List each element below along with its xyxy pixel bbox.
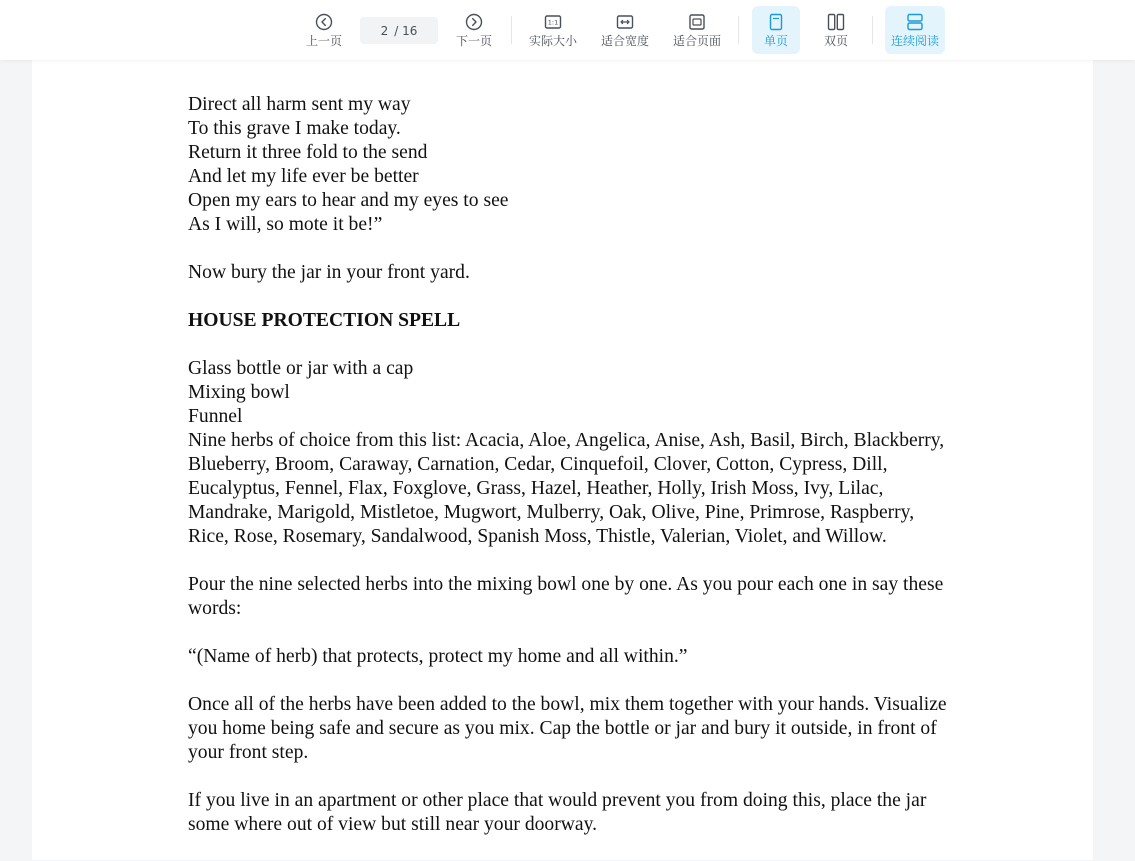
material-item: Funnel	[188, 406, 243, 427]
section-heading: HOUSE PROTECTION SPELL	[188, 310, 461, 331]
fit-page-label: 适合页面	[672, 33, 721, 48]
verse-line: As I will, so mote it be!”	[188, 214, 383, 235]
single-page-icon	[767, 13, 785, 31]
herbs-list: Nine herbs of choice from this list: Acacia, Aloe, Angelica, Anise, Ash, Basil, Birch, Blackberry, Blueberry, Broom, Caraway, Carnation, Cedar, Cinquefoil, Clover, Cotton, Cypress, Dill, Eucalyptus, Fennel, Flax, Foxglove, Grass, Hazel, Heather, Holly, Irish Moss, Ivy, Lilac, Mandrake, Marigold, Mistletoe, Mugwort, Mulberry, Oak, Olive, Pine, Primrose, Raspberry, Rice, Rose, Rosemary, Sandalwood, Spanish Moss, Thistle, Valerian, Violet, and Willow.	[188, 430, 945, 547]
apartment-note: If you live in an apartment or other place that would prevent you from doing this, place the jar some where out of view but still near your doorway.	[188, 790, 927, 835]
toolbar-divider	[872, 16, 873, 44]
actual-size-button[interactable]	[525, 6, 581, 54]
toolbar-divider	[738, 16, 739, 44]
chevron-right-circle-icon	[465, 13, 483, 31]
reader-toolbar	[0, 0, 1135, 60]
chevron-left-circle-icon	[315, 13, 333, 31]
verse-line: Direct all harm sent my way	[188, 94, 411, 115]
verse-line: Open my ears to hear and my eyes to see	[188, 190, 509, 211]
fit-width-button[interactable]	[597, 6, 653, 54]
material-item: Glass bottle or jar with a cap	[188, 358, 414, 379]
verse-block	[188, 93, 948, 237]
actual-size-icon	[544, 13, 562, 31]
single-page-label: 单页	[763, 33, 788, 48]
pour-instruction: Pour the nine selected herbs into the mixing bowl one by one. As you pour each one in say these words:	[188, 574, 944, 619]
single-page-button[interactable]	[752, 6, 800, 54]
mix-instruction: Once all of the herbs have been added to the bowl, mix them together with your hands. Visualize you home being safe and secure as you mix. Cap the bottle or jar and bury it outside, in front of your front step.	[188, 694, 947, 763]
svg-text:1:1: 1:1	[547, 18, 559, 27]
prev-page-button[interactable]	[300, 6, 348, 54]
double-page-button[interactable]	[812, 6, 860, 54]
continuous-reading-icon	[906, 13, 924, 31]
fit-width-icon	[616, 13, 634, 31]
fit-page-button[interactable]	[669, 6, 725, 54]
toolbar-divider	[511, 16, 512, 44]
verse-line: To this grave I make today.	[188, 118, 401, 139]
next-page-label: 下一页	[455, 33, 492, 48]
total-pages: / 16	[394, 23, 418, 38]
double-page-label: 双页	[823, 33, 848, 48]
prev-page-label: 上一页	[305, 33, 342, 48]
continuous-reading-button[interactable]	[885, 6, 945, 54]
continuous-reading-label: 连续阅读	[890, 33, 939, 48]
page-indicator[interactable]	[360, 17, 438, 44]
fit-width-label: 适合宽度	[600, 33, 649, 48]
bury-instruction: Now bury the jar in your front yard.	[188, 262, 470, 283]
fit-page-icon	[688, 13, 706, 31]
current-page-number[interactable]: 2	[380, 23, 389, 38]
material-item: Mixing bowl	[188, 382, 290, 403]
materials-list	[188, 357, 948, 549]
verse-line: Return it three fold to the send	[188, 142, 428, 163]
verse-line: And let my life ever be better	[188, 166, 419, 187]
chant-text: “(Name of herb) that protects, protect my home and all within.”	[188, 646, 688, 667]
document-content	[188, 93, 948, 861]
actual-size-label: 实际大小	[528, 33, 577, 48]
double-page-icon	[827, 13, 845, 31]
next-page-button[interactable]	[450, 6, 498, 54]
